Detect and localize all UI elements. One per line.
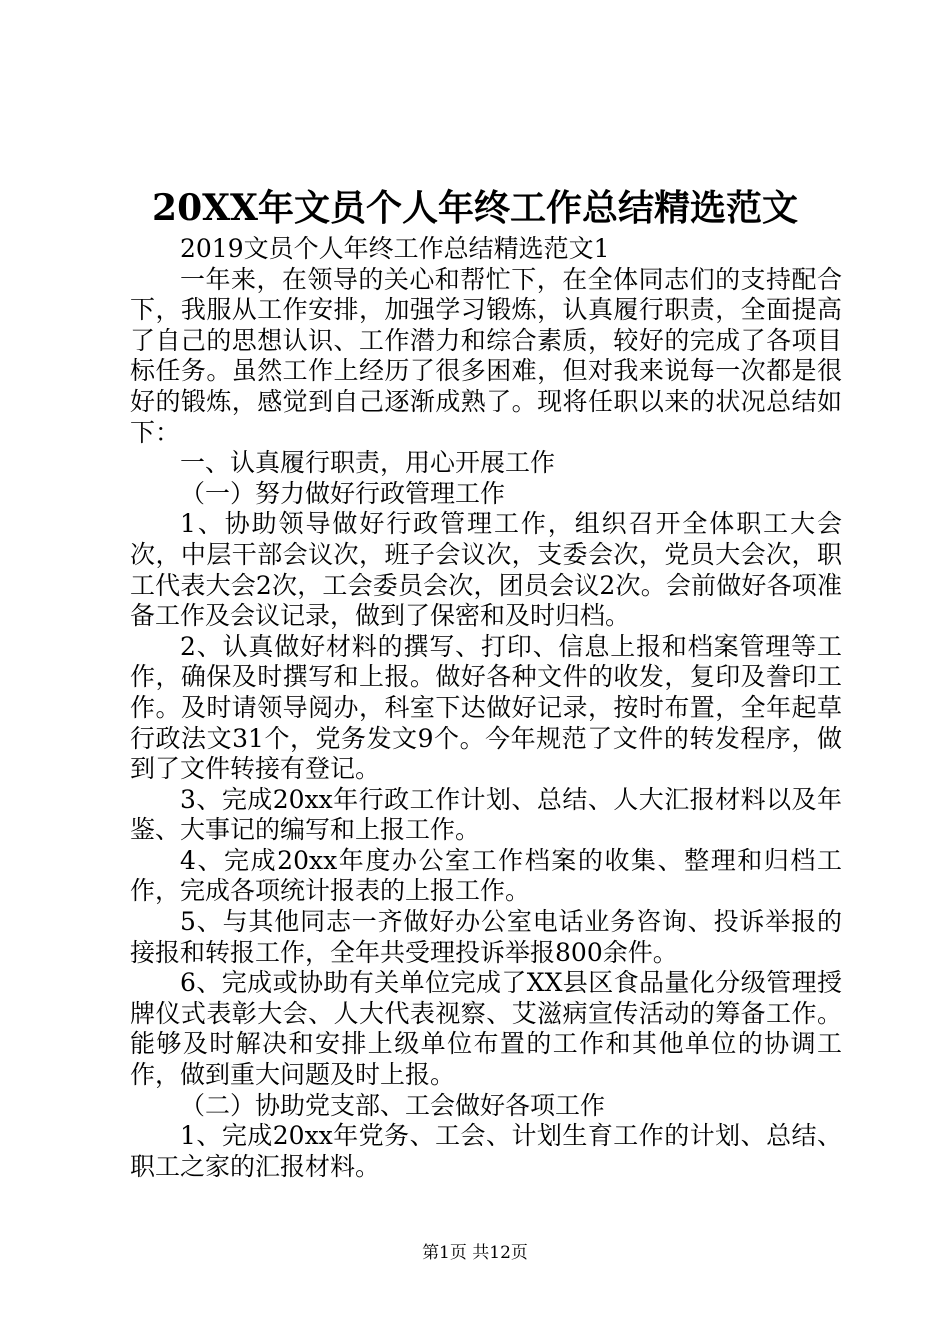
paragraph-subtitle: 2019文员个人年终工作总结精选范文1 [180, 234, 610, 263]
paragraph-item-3: 3、完成20xx年行政工作计划、总结、人大汇报材料以及年鉴、大事记的编写和上报工作。 [130, 784, 842, 845]
subsection-heading-1: （一）努力做好行政管理工作 [180, 478, 506, 508]
paragraph-item-7: 1、完成20xx年党务、工会、计划生育工作的计划、总结、职工之家的汇报材料。 [130, 1121, 842, 1181]
paragraph-item-4: 4、完成20xx年度办公室工作档案的收集、整理和归档工作，完成各项统计报表的上报工作。 [130, 845, 842, 906]
paragraph-item-2: 2、认真做好材料的撰写、打印、信息上报和档案管理等工作，确保及时撰写和上报。做好各种文件的收发，复印及誊印工作。及时请领导阅办，科室下达做好记录，按时布置，全年起草行政法文31个，党务发文9个。今年规范了文件的转发程序，做到了文件转接有登记。 [130, 631, 842, 784]
page-footer: 第1页 共12页 [422, 1243, 528, 1263]
section-heading-1: 一、认真履行职责，用心开展工作 [180, 448, 556, 478]
document-title: 20XX年文员个人年终工作总结精选范文 [152, 187, 798, 229]
paragraph-intro: 一年来，在领导的关心和帮忙下，在全体同志们的支持配合下，我服从工作安排，加强学习锻炼，认真履行职责，全面提高了自己的思想认识、工作潜力和综合素质，较好的完成了各项目标任务。虽然工作上经历了很多困难，但对我来说每一次都是很好的锻炼，感觉到自己逐渐成熟了。现将任职以来的状况总结如下： [130, 264, 842, 447]
paragraph-item-5: 5、与其他同志一齐做好办公室电话业务咨询、投诉举报的接报和转报工作，全年共受理投诉举报800余件。 [130, 907, 842, 967]
document-body [130, 234, 842, 1182]
paragraph-item-1: 1、协助领导做好行政管理工作，组织召开全体职工大会次，中层干部会议次，班子会议次，支委会次，党员大会次，职工代表大会2次，工会委员会次，团员会议2次。会前做好各项准备工作及会议记录，做到了保密和及时归档。 [130, 509, 842, 631]
paragraph-item-6: 6、完成或协助有关单位完成了XX县区食品量化分级管理授牌仪式表彰大会、人大代表视察、艾滋病宣传活动的筹备工作。能够及时解决和安排上级单位布置的工作和其他单位的协调工作，做到重大问题及时上报。 [130, 968, 842, 1090]
subsection-heading-2: （二）协助党支部、工会做好各项工作 [180, 1090, 606, 1120]
